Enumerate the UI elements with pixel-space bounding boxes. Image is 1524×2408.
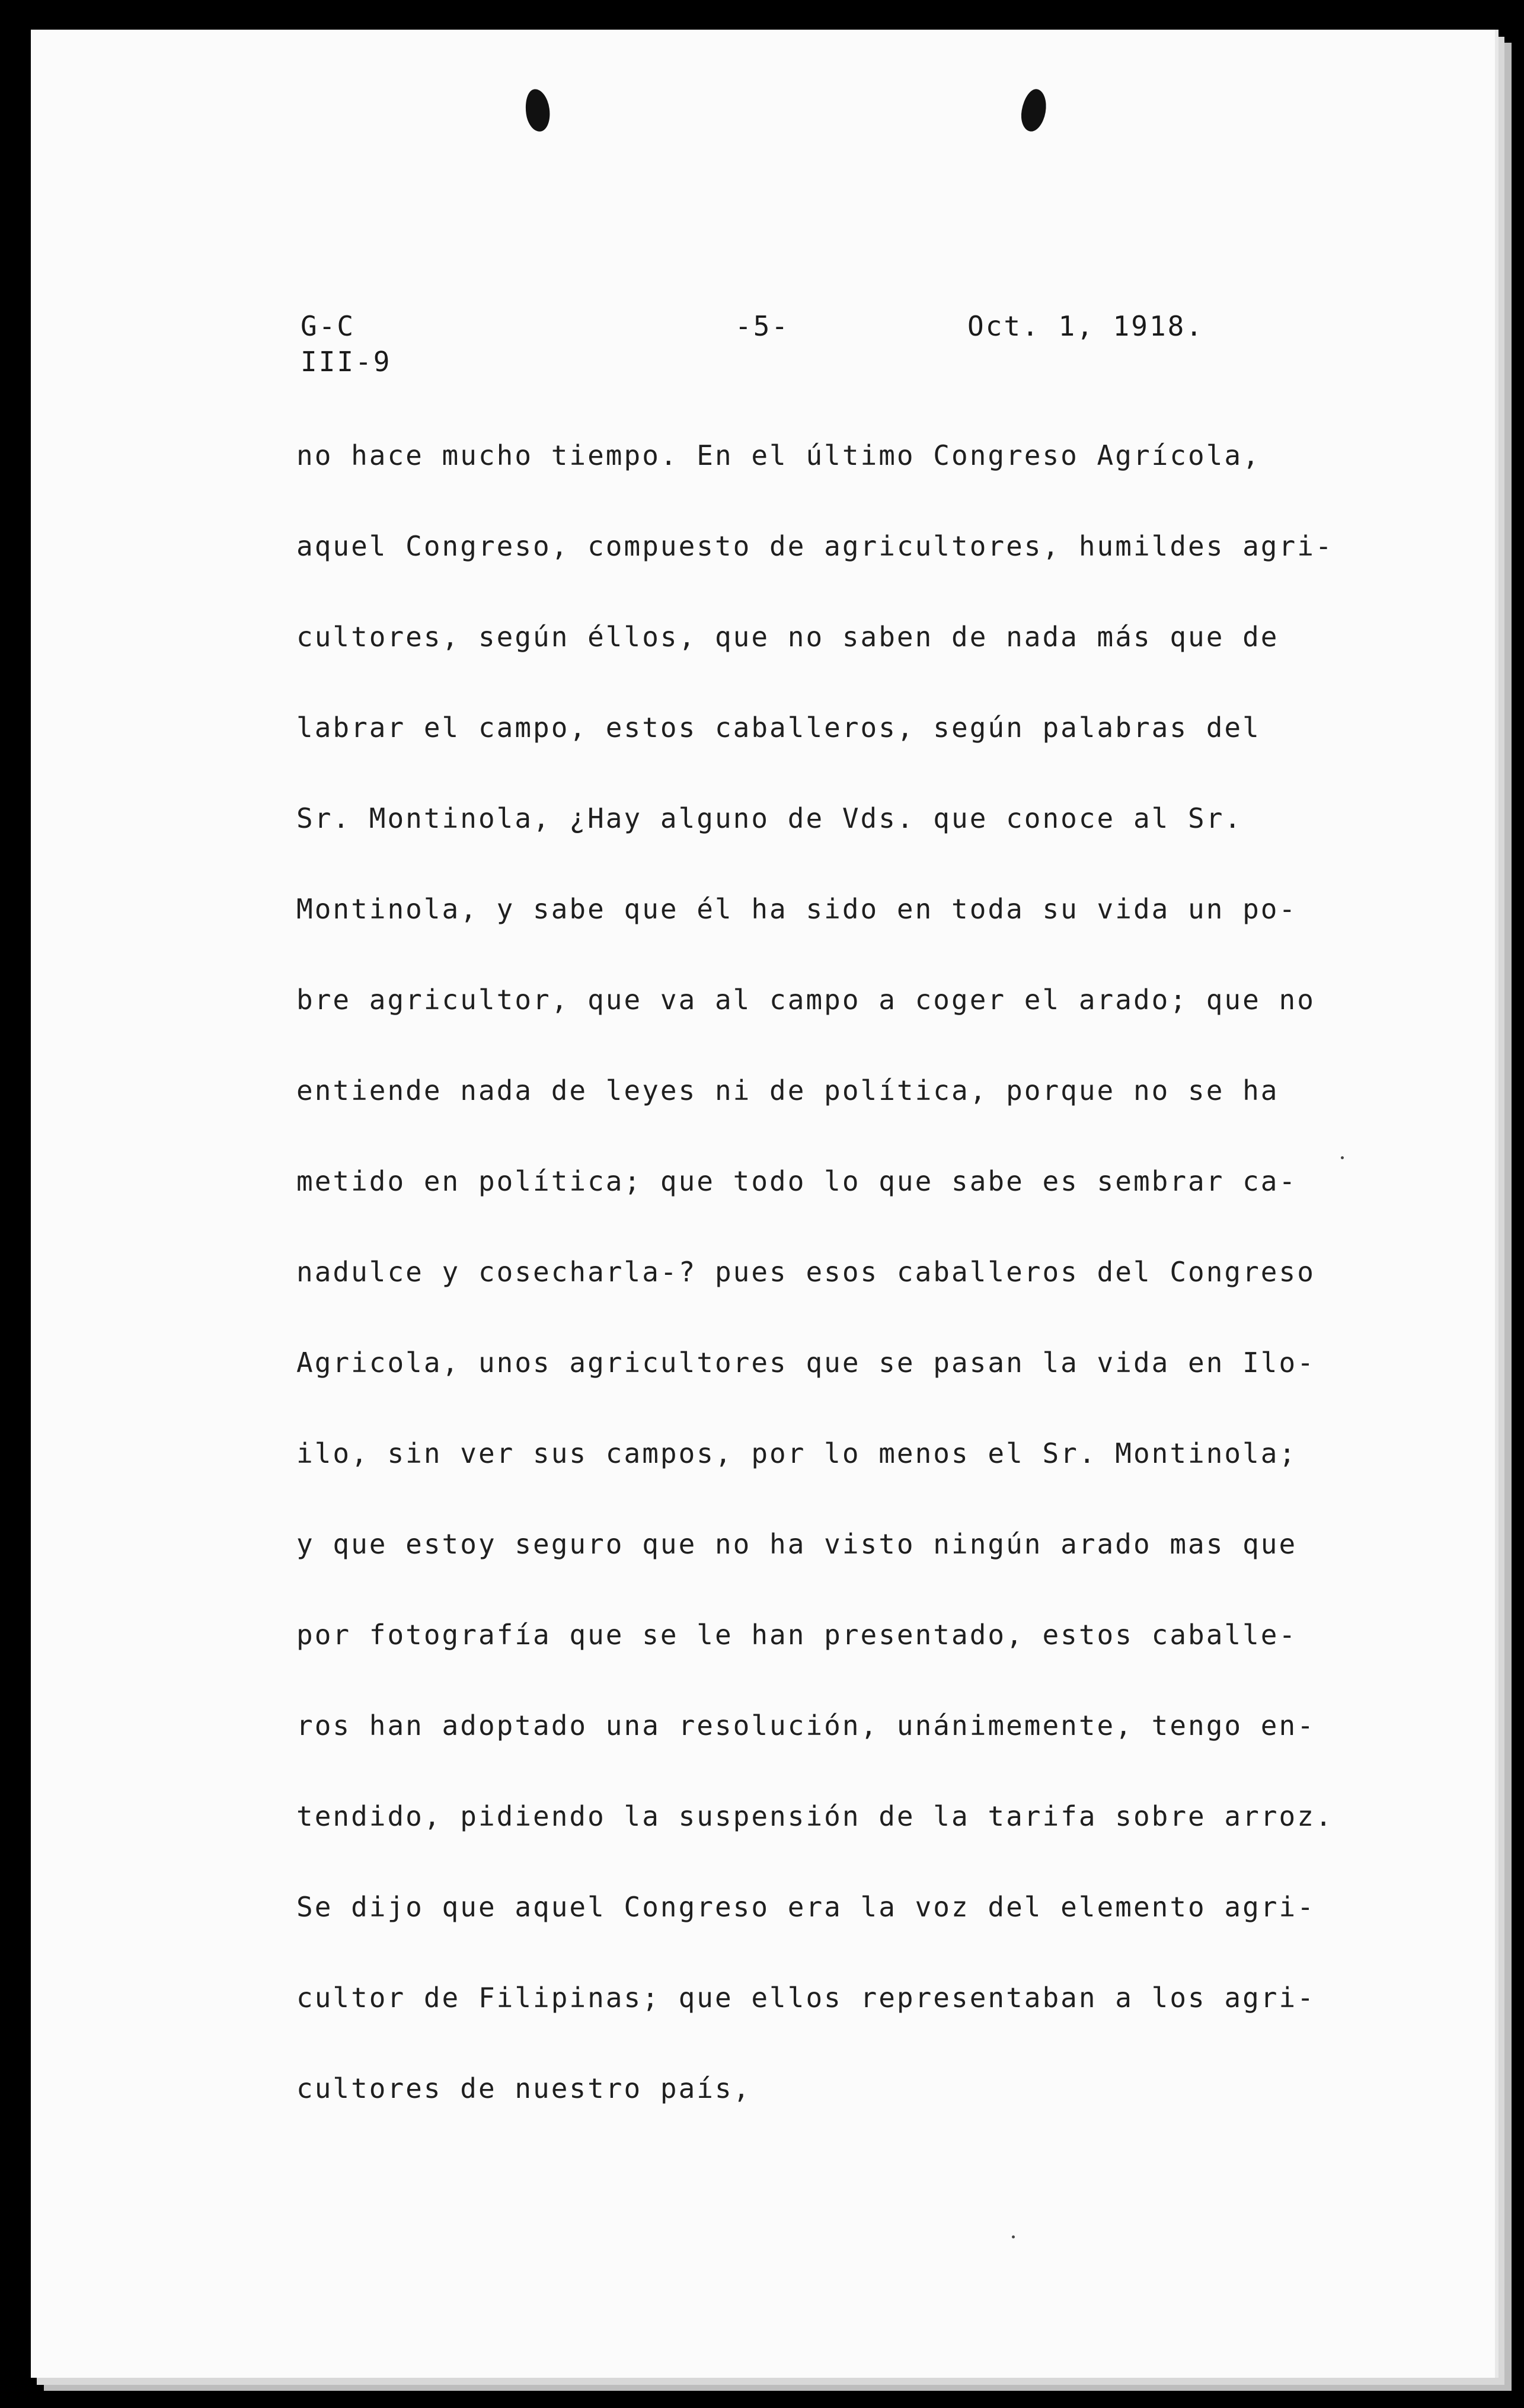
body-line: tendido, pidiendo la suspensión de la tarifa sobre arroz. (296, 1800, 1334, 1832)
body-line: ilo, sin ver sus campos, por lo menos el Sr. Montinola; (296, 1437, 1298, 1469)
body-line: Sr. Montinola, ¿Hay alguno de Vds. que conoce al Sr. (296, 802, 1243, 834)
body-line: entiende nada de leyes ni de política, porque no se ha (296, 1074, 1279, 1106)
body-text (296, 438, 1375, 2161)
document-page (31, 30, 1499, 2378)
body-line: ros han adoptado una resolución, unánimemente, tengo en- (296, 1709, 1315, 1742)
page-number: -5- (735, 310, 790, 342)
paper-speck (1012, 2235, 1015, 2238)
body-line: Se dijo que aquel Congreso era la voz del elemento agri- (296, 1891, 1315, 1923)
punch-hole-left (523, 88, 552, 133)
paper-speck (1341, 1156, 1344, 1159)
body-line: Agricola, unos agricultores que se pasan la vida en Ilo- (296, 1347, 1315, 1379)
body-line: metido en política; que todo lo que sabe es sembrar ca- (296, 1165, 1298, 1197)
punch-hole-right (1018, 87, 1049, 133)
body-line: labrar el campo, estos caballeros, según palabras del (296, 712, 1261, 744)
document-date: Oct. 1, 1918. (967, 310, 1204, 342)
document-code (301, 308, 391, 379)
body-line: por fotografía que se le han presentado, estos caballe- (296, 1619, 1298, 1651)
body-line: cultor de Filipinas; que ellos representaban a los agri- (296, 1982, 1315, 2014)
body-line: cultores, según éllos, que no saben de nada más que de (296, 621, 1279, 653)
body-line: y que estoy seguro que no ha visto ningún arado mas que (296, 1528, 1298, 1560)
body-line: cultores de nuestro país, (296, 2072, 752, 2104)
body-line: nadulce y cosecharla-? pues esos caballeros del Congreso (296, 1256, 1315, 1288)
document-code-line-1: G-C (301, 310, 356, 342)
body-line: aquel Congreso, compuesto de agricultores, humildes agri- (296, 530, 1334, 562)
body-line: no hace mucho tiempo. En el último Congreso Agrícola, (296, 439, 1261, 471)
body-line: bre agricultor, que va al campo a coger el arado; que no (296, 984, 1315, 1016)
document-code-line-2: III-9 (301, 346, 392, 378)
body-line: Montinola, y sabe que él ha sido en toda su vida un po- (296, 893, 1298, 925)
